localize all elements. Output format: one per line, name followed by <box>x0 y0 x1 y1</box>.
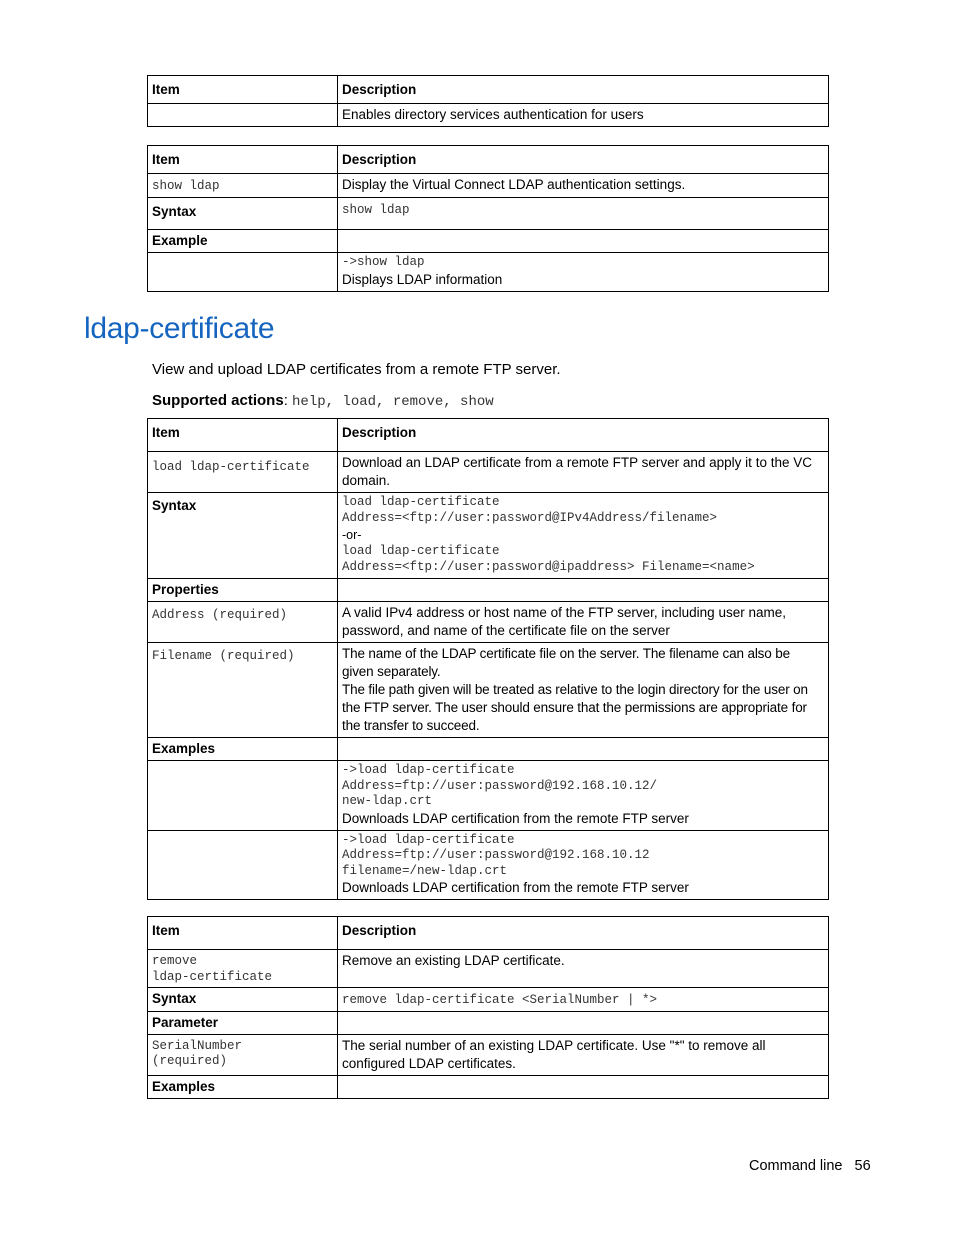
table-row <box>148 1011 829 1034</box>
table-row <box>148 579 829 602</box>
table-row <box>148 988 829 1012</box>
syntax-line: load ldap-certificate <box>342 495 500 509</box>
example-code: ->load ldap-certificate <box>342 832 515 847</box>
parameter-name: (required) <box>152 1054 228 1068</box>
property-name: Filename (required) <box>152 649 295 663</box>
command-name: show ldap <box>152 179 220 193</box>
remove-ldap-certificate-table <box>147 916 829 1099</box>
example-description: Downloads LDAP certification from the remote FTP server <box>342 880 689 895</box>
description-header: Description <box>338 76 829 104</box>
table-row <box>148 104 829 127</box>
page-footer <box>749 1158 871 1174</box>
description-cell: Display the Virtual Connect LDAP authentication settings. <box>338 174 829 198</box>
table-row <box>148 830 829 900</box>
example-code: ->load ldap-certificate <box>342 763 515 777</box>
description-header: Description <box>338 146 829 174</box>
table-row <box>148 1034 829 1075</box>
table-row <box>148 1075 829 1098</box>
examples-label: Examples <box>148 1075 338 1098</box>
syntax-label: Syntax <box>148 988 338 1012</box>
parameter-name: SerialNumber <box>152 1038 243 1053</box>
example-description: Displays LDAP information <box>342 271 503 287</box>
description-cell: Download an LDAP certificate from a remote FTP server and apply it to the VC domain. <box>338 452 829 493</box>
table-row <box>148 230 829 253</box>
syntax-line: Address=<ftp://user:password@IPv4Address/filename> <box>342 510 718 525</box>
supported-actions-list: help, load, remove, show <box>292 394 494 410</box>
properties-label: Properties <box>148 579 338 602</box>
table-row <box>148 602 829 643</box>
item-header: Item <box>148 917 338 950</box>
command-name: load ldap-certificate <box>152 460 310 474</box>
syntax-label: Syntax <box>148 197 338 230</box>
item-cell <box>148 104 338 127</box>
syntax-label: Syntax <box>148 493 338 579</box>
page-title: ldap-certificate <box>84 312 275 345</box>
description-header: Description <box>338 917 829 950</box>
description-header: Description <box>338 419 829 452</box>
examples-label: Examples <box>148 738 338 761</box>
example-code: filename=/new-ldap.crt <box>342 863 508 878</box>
table-header-row <box>148 146 829 174</box>
description-paragraph: The name of the LDAP certificate file on the server. The filename can also be given separately. <box>342 646 790 679</box>
show-ldap-table <box>147 145 829 292</box>
command-name: ldap-certificate <box>152 969 273 984</box>
description-paragraph: The file path given will be treated as relative to the login directory for the user on the FTP server. The user should ensure that the permissions are appropriate for the transfer to succeed. <box>342 682 808 733</box>
footer-section: Command line <box>749 1158 843 1174</box>
description-cell: The serial number of an existing LDAP certificate. Use "*" to remove all configured LDAP certificates. <box>338 1034 829 1075</box>
description-cell: A valid IPv4 address or host name of the FTP server, including user name, password, and name of the certificate file on the server <box>338 602 829 643</box>
syntax-line: Address=<ftp://user:password@ipaddress> Filename=<name> <box>342 559 755 574</box>
example-code: Address=ftp://user:password@192.168.10.12 <box>342 848 650 862</box>
table-row <box>148 174 829 198</box>
item-header: Item <box>148 419 338 452</box>
section-intro: View and upload LDAP certificates from a remote FTP server. <box>152 361 561 378</box>
property-name: Address (required) <box>152 608 288 622</box>
item-header: Item <box>148 146 338 174</box>
table-row <box>148 643 829 738</box>
command-name: remove <box>152 954 198 968</box>
example-code: ->show ldap <box>342 255 425 269</box>
load-ldap-certificate-table <box>147 418 829 900</box>
page-number: 56 <box>854 1158 871 1174</box>
example-label: Example <box>148 230 338 253</box>
table-row <box>148 493 829 579</box>
example-description: Downloads LDAP certification from the remote FTP server <box>342 810 689 826</box>
example-code: new-ldap.crt <box>342 794 433 808</box>
table-row <box>148 761 829 831</box>
example-code: Address=ftp://user:password@192.168.10.12/ <box>342 778 658 793</box>
table-row <box>148 738 829 761</box>
item-header: Item <box>148 76 338 104</box>
top-continuation-table <box>147 75 829 127</box>
supported-actions: Supported actions: help, load, remove, show <box>152 392 494 410</box>
syntax-code: remove ldap-certificate <SerialNumber | *> <box>342 993 658 1007</box>
syntax-or: -or- <box>342 528 362 542</box>
table-header-row <box>148 917 829 950</box>
table-row <box>148 197 829 230</box>
description-cell: Enables directory services authentication for users <box>338 104 829 127</box>
description-cell: Remove an existing LDAP certificate. <box>338 950 829 988</box>
table-header-row <box>148 419 829 452</box>
syntax-code: show ldap <box>342 202 410 217</box>
table-row <box>148 950 829 988</box>
table-header-row <box>148 76 829 104</box>
syntax-line: load ldap-certificate <box>342 544 500 558</box>
table-row <box>148 452 829 493</box>
parameter-label: Parameter <box>148 1011 338 1034</box>
supported-actions-label: Supported actions <box>152 392 284 409</box>
table-row <box>148 253 829 292</box>
